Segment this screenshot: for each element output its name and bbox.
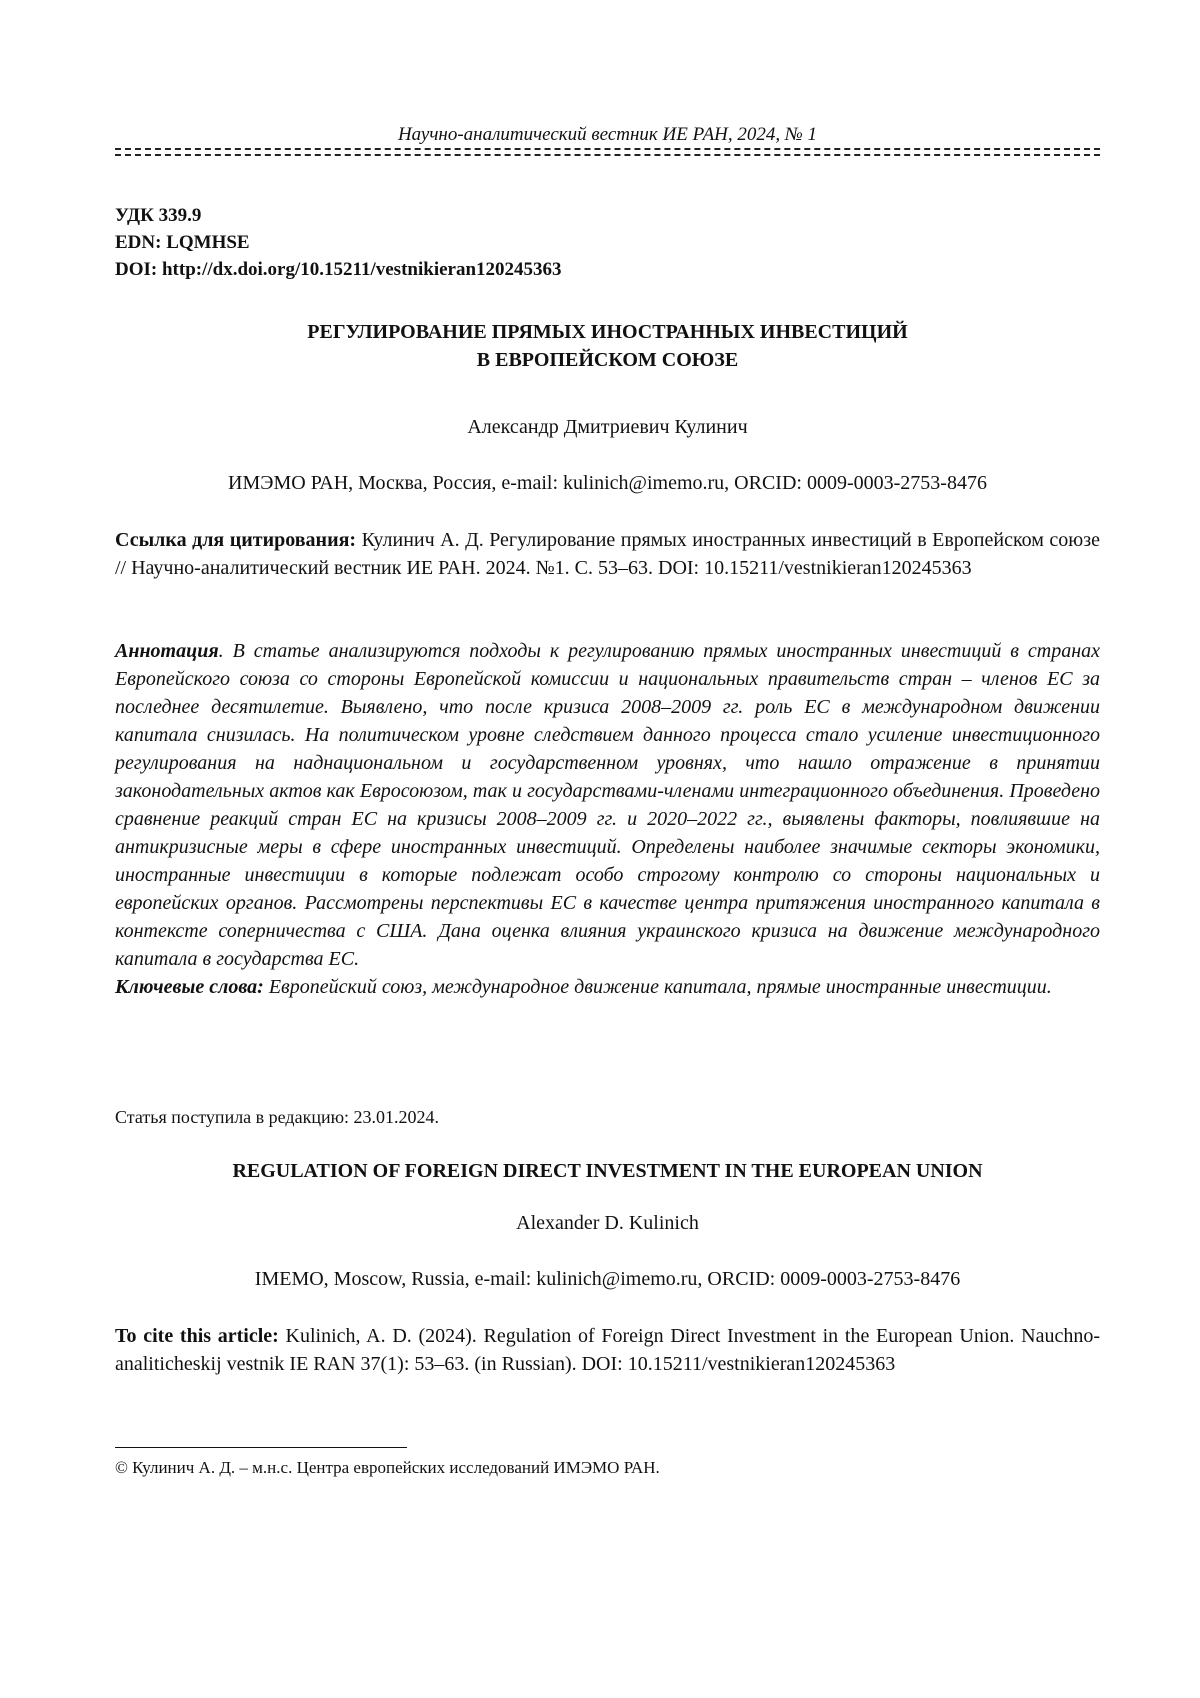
affiliation-en: IMEMO, Moscow, Russia, e-mail: kulinich@imemo.ru, ORCID: 0009-0003-2753-8476: [254, 1268, 961, 1290]
citation-ru: [115, 526, 1100, 582]
citation-ru-text: Кулинич А. Д. Регулирование прямых иностранных инвестиций в Европейском союзе // Научно-аналитический вестник ИЕ РАН. 2024. №1. С. 53–63. DOI: 10.15211/vestnikieran120245363: [115, 529, 1100, 579]
title-ru-line1: РЕГУЛИРОВАНИЕ ПРЯМЫХ ИНОСТРАННЫХ ИНВЕСТИЦИЙ: [307, 321, 908, 343]
citation-en-text: Kulinich, A. D. (2024). Regulation of Foreign Direct Investment in the European Union. Nauchno-analiticheskij vestnik IE RAN 37(1): 53–63. (in Russian). DOI: 10.15211/vestnikieran120245363: [115, 1325, 1100, 1375]
header-separator: [115, 148, 1100, 156]
title-en: REGULATION OF FOREIGN DIRECT INVESTMENT IN THE EUROPEAN UNION: [232, 1160, 983, 1182]
citation-en: [115, 1322, 1100, 1378]
title-ru-line2: В ЕВРОПЕЙСКОМ СОЮЗЕ: [476, 349, 739, 371]
received-date: Статья поступила в редакцию: 23.01.2024.: [115, 1107, 440, 1127]
author-ru: Александр Дмитриевич Кулинич: [467, 416, 748, 438]
article-metadata: [115, 202, 562, 283]
citation-ru-label: Ссылка для цитирования:: [115, 529, 357, 551]
author-en: Alexander D. Kulinich: [516, 1212, 699, 1234]
affiliation-ru: ИМЭМО РАН, Москва, Россия, e-mail: kulinich@imemo.ru, ORCID: 0009-0003-2753-8476: [228, 472, 987, 494]
abstract-ru: [115, 637, 1100, 1001]
citation-en-label: To cite this article:: [115, 1325, 279, 1347]
doi-link[interactable]: DOI: http://dx.doi.org/10.15211/vestnikieran120245363: [115, 259, 562, 280]
abstract-label: Аннотация: [115, 640, 219, 662]
edn-code: EDN: LQMHSE: [115, 232, 250, 253]
keywords-label: Ключевые слова:: [115, 976, 264, 998]
footnote: © Кулинич А. Д. – м.н.с. Центра европейских исследований ИМЭМО РАН.: [115, 1458, 660, 1477]
udk-code: УДК 339.9: [115, 205, 202, 226]
footnote-rule: [115, 1447, 407, 1448]
title-ru: [115, 318, 1100, 374]
running-header: Научно-аналитический вестник ИЕ РАН, 2024, № 1: [397, 124, 818, 145]
keywords-text: Европейский союз, международное движение капитала, прямые иностранные инвестиции.: [263, 976, 1052, 998]
abstract-text: . В статье анализируются подходы к регулированию прямых иностранных инвестиций в странах Европейского союза со стороны Европейской комиссии и национальных правительств стран – членов ЕС за последнее десятилетие. Выявлено, что после кризиса 2008–2009 гг. роль ЕС в международном движении капитала снизилась. На политическом уровне следствием данного процесса стало усиление инвестиционного регулирования на наднациональном и государственном уровнях, что нашло отражение в принятии законодательных актов как Евросоюзом, так и государствами-членами интеграционного объединения. Проведено сравнение реакций стран ЕС на кризисы 2008–2009 гг. и 2020–2022 гг., выявлены факторы, повлиявшие на антикризисные меры в сфере иностранных инвестиций. Определены наиболее значимые секторы экономики, иностранные инвестиции в которые подлежат особо строгому контролю со стороны национальных и европейских органов. Рассмотрены перспективы ЕС в качестве центра притяжения иностранного капитала в контексте соперничества с США. Дана оценка влияния украинского кризиса на движение международного капитала в государства ЕС.: [115, 640, 1100, 970]
